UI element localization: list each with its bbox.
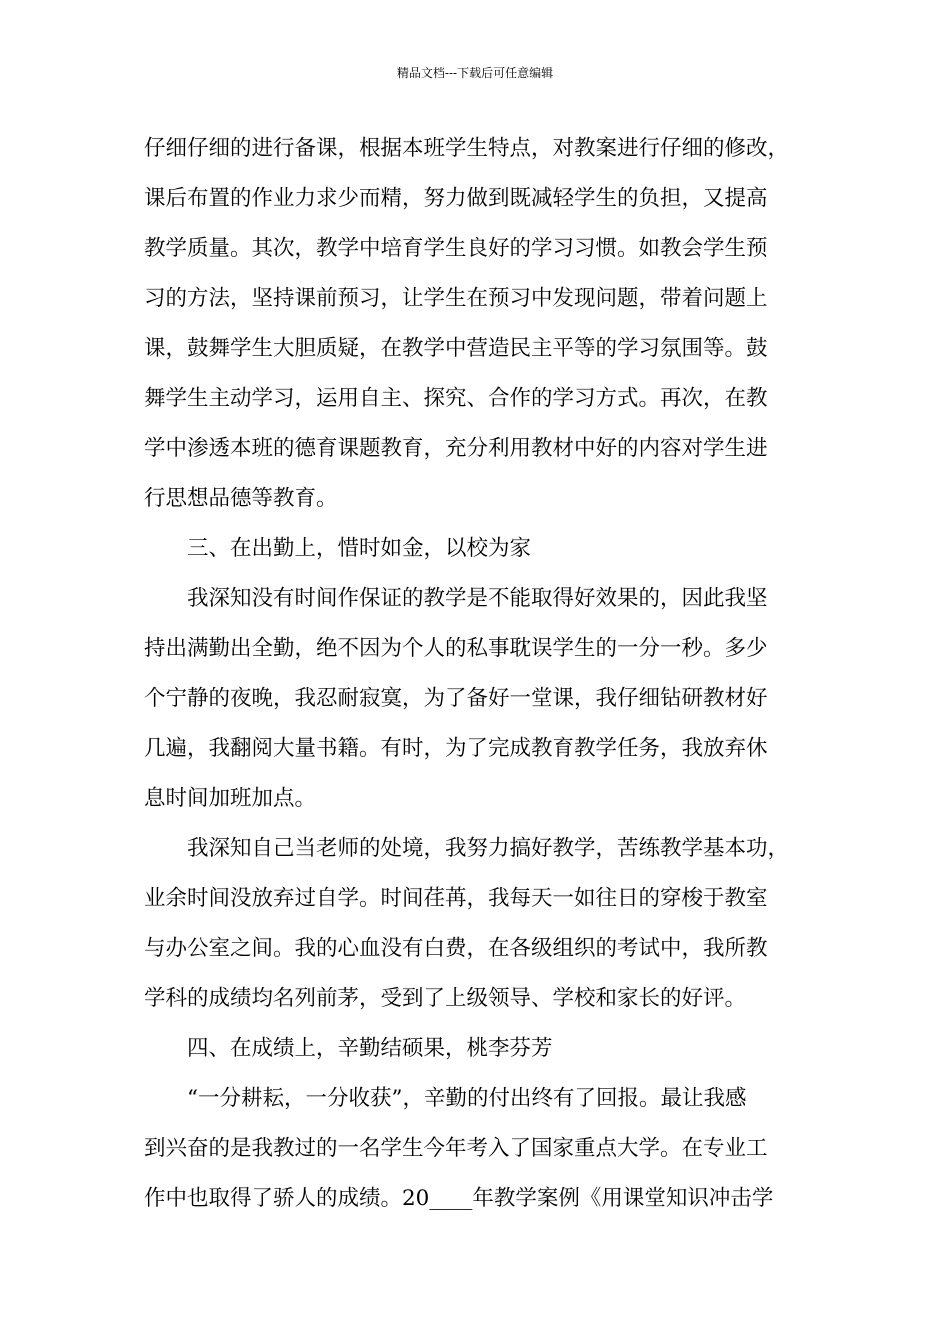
text-line: 课后布置的作业力求少而精，努力做到既减轻学生的负担，又提高 <box>144 186 768 211</box>
text-line: 我深知没有时间作保证的教学是不能取得好效果的，因此我坚 <box>144 586 768 611</box>
text-line: 个宁静的夜晚，我忍耐寂寞，为了备好一堂课，我仔细钻研教材好 <box>144 686 768 711</box>
text-line: 习的方法，坚持课前预习，让学生在预习中发现问题，带着问题上 <box>144 286 768 311</box>
text-line: 教学质量。其次，教学中培育学生良好的学习习惯。如教会学生预 <box>144 236 768 261</box>
text-line: 息时间加班加点。 <box>144 786 317 811</box>
text-line: 舞学生主动学习，运用自主、探究、合作的学习方式。再次，在教 <box>144 386 768 411</box>
text-line: 与办公室之间。我的心血没有白费，在各级组织的考试中，我所教 <box>144 936 768 961</box>
text-line: 学科的成绩均名列前茅，受到了上级领导、学校和家长的好评。 <box>144 986 747 1011</box>
text-line: “一分耕耘，一分收获”，辛勤的付出终有了回报。最让我感 <box>144 1086 747 1111</box>
text-line: 作中也取得了骄人的成绩。20____年教学案例《用课堂知识冲击学 <box>144 1186 774 1211</box>
text-line: 我深知自己当老师的处境，我努力搞好教学，苦练教学基本功， <box>144 836 790 861</box>
text-line: 课，鼓舞学生大胆质疑，在教学中营造民主平等的学习氛围等。鼓 <box>144 336 768 361</box>
section-heading: 三、在出勤上，惜时如金，以校为家 <box>144 536 532 561</box>
text-line: 行思想品德等教育。 <box>144 486 338 511</box>
text-line: 几遍，我翻阅大量书籍。有时，为了完成教育教学任务，我放弃休 <box>144 736 768 761</box>
text-line: 学中渗透本班的德育课题教育，充分利用教材中好的内容对学生进 <box>144 436 768 461</box>
text-line: 业余时间没放弃过自学。时间荏苒，我每天一如往日的穿梭于教室 <box>144 886 768 911</box>
page-header: 精品文档---下载后可任意编辑 <box>396 66 554 80</box>
section-heading: 四、在成绩上，辛勤结硕果，桃李芬芳 <box>144 1036 553 1061</box>
text-line: 到兴奋的是我教过的一名学生今年考入了国家重点大学。在专业工 <box>144 1136 768 1161</box>
text-line: 仔细仔细的进行备课，根据本班学生特点，对教案进行仔细的修改， <box>144 136 790 161</box>
text-line: 持出满勤出全勤，绝不因为个人的私事耽误学生的一分一秒。多少 <box>144 636 768 661</box>
